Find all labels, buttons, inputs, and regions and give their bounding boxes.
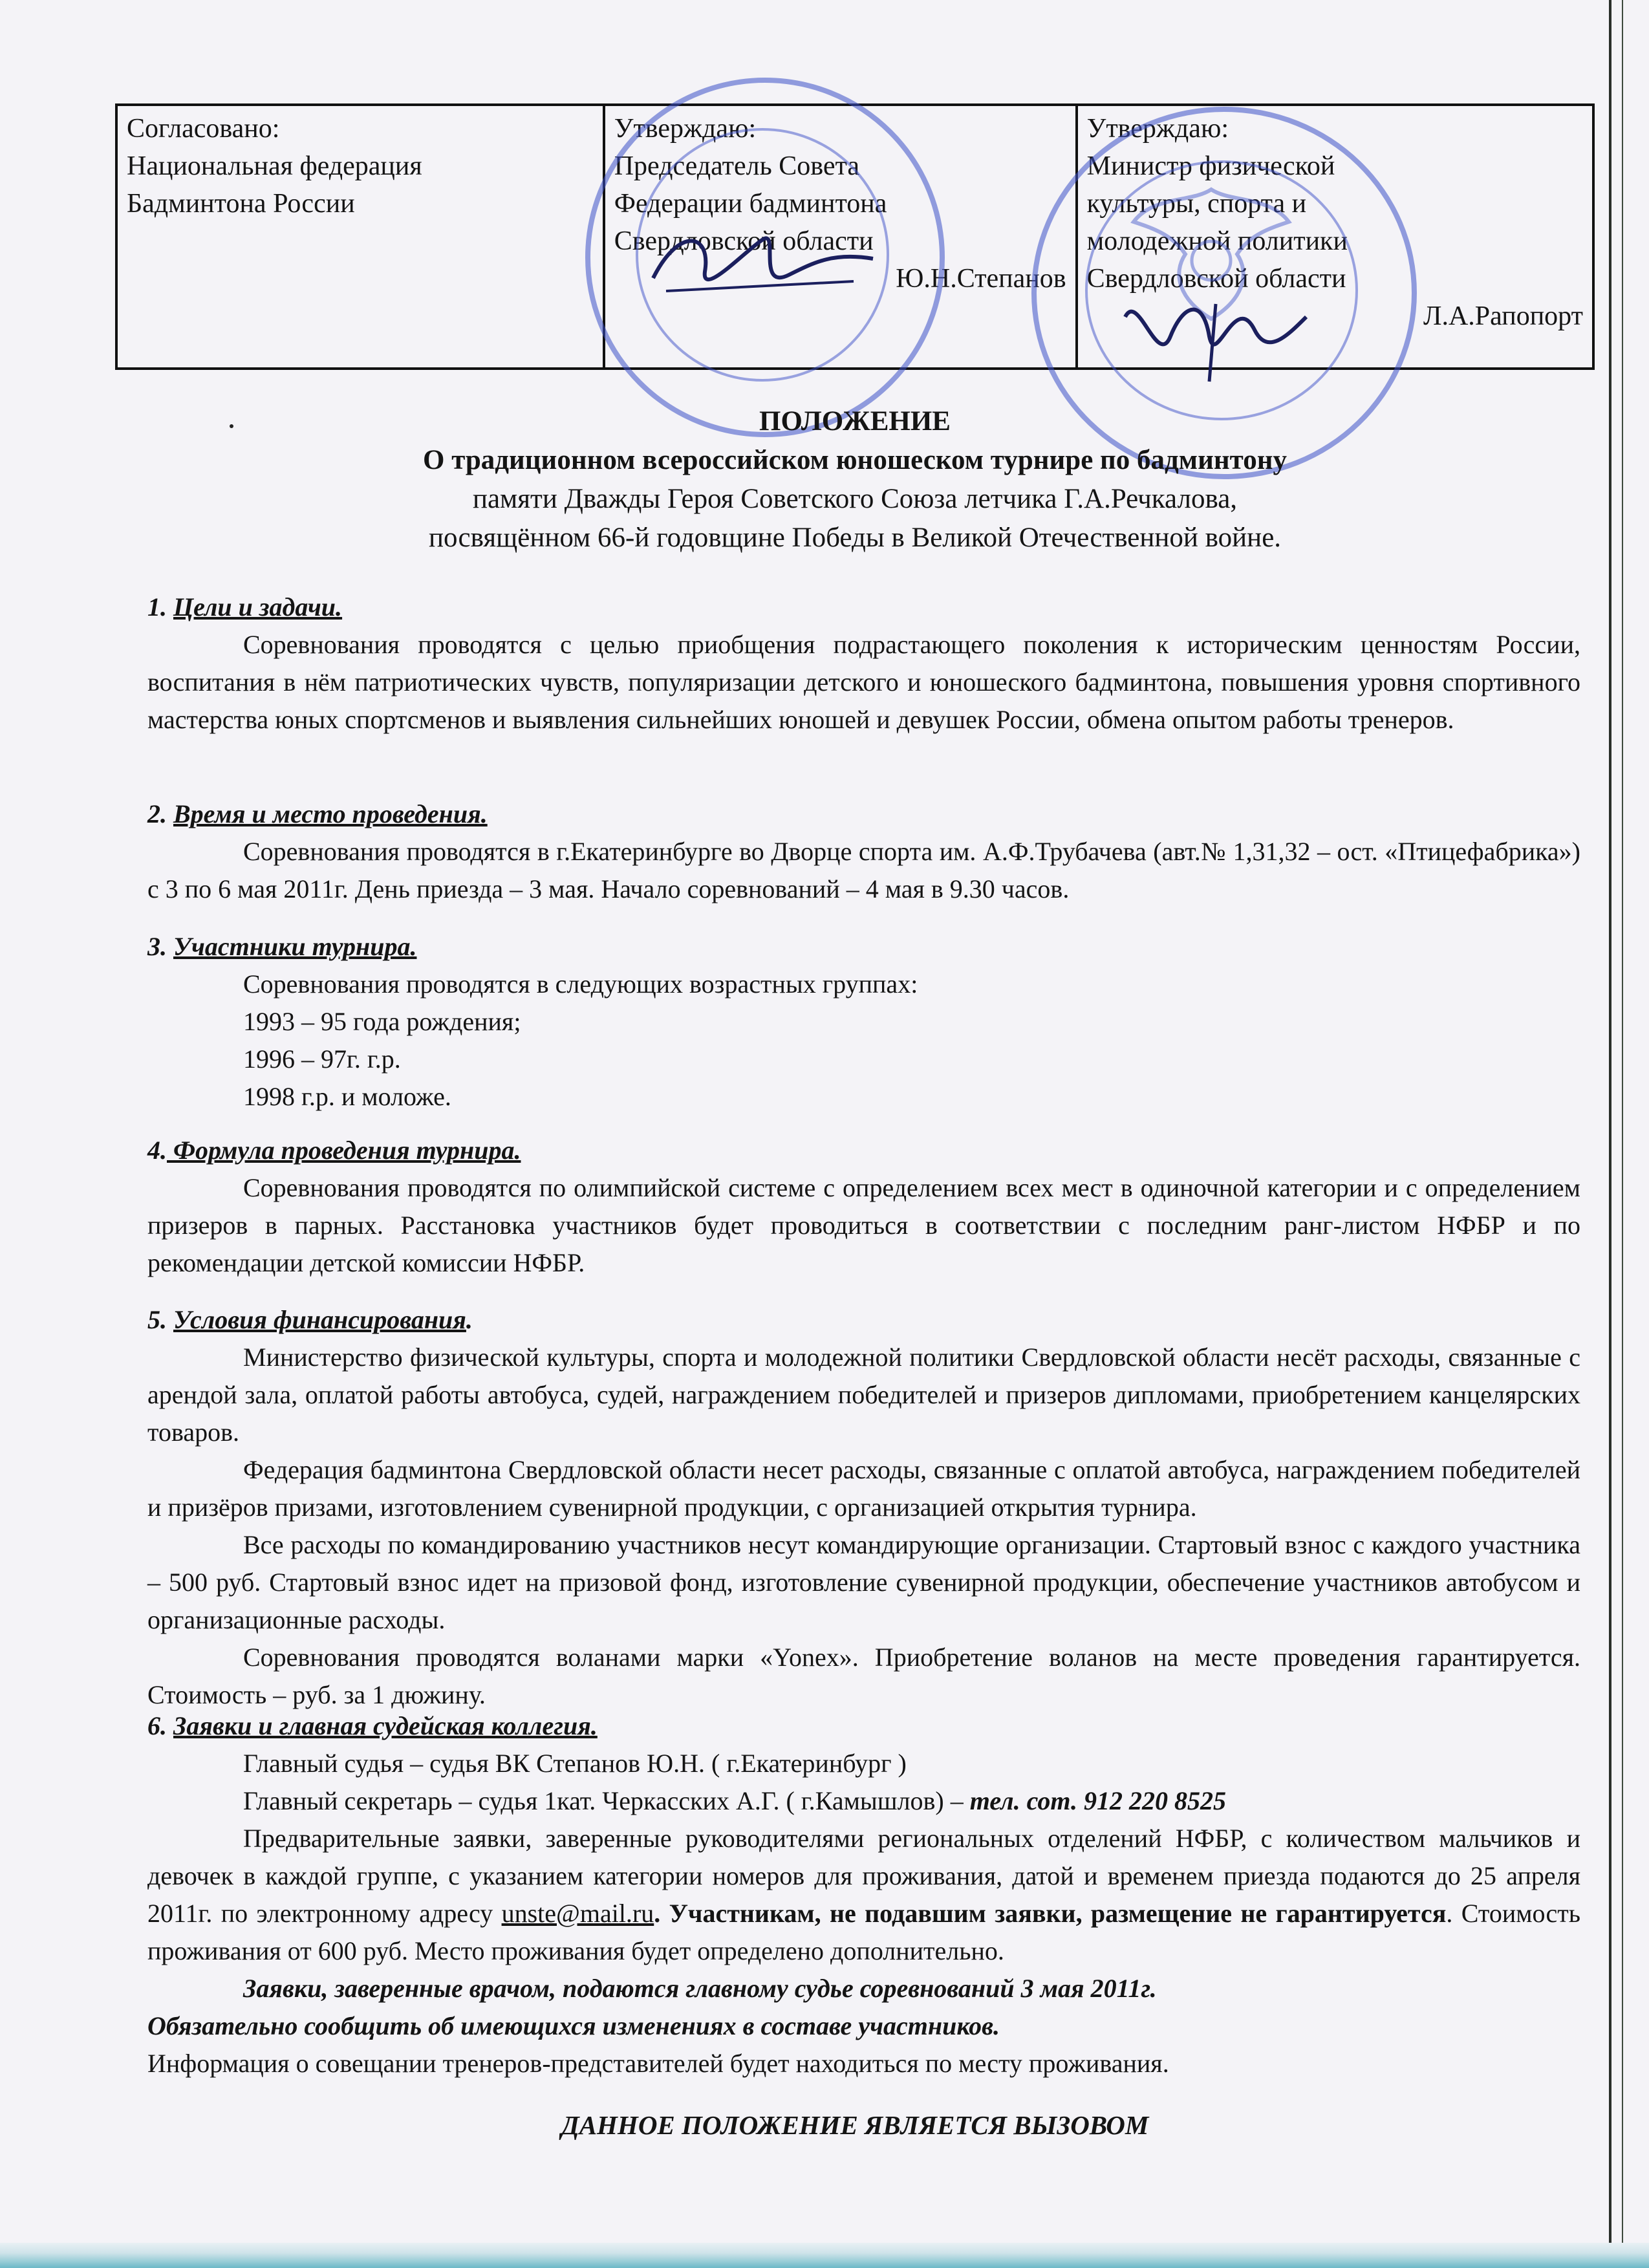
section-goals xyxy=(147,589,1580,739)
federation-position-line3: Свердловской области xyxy=(614,226,874,256)
meeting-info: Информация о совещании тренеров-представителей будет находиться по месту проживания. xyxy=(147,2049,1169,2078)
list-item: 1993 – 95 года рождения; xyxy=(243,1007,521,1036)
ministry-signatory-name: Л.А.Рапопорт xyxy=(1423,301,1583,331)
section-heading: 3. Участники турнира. xyxy=(147,932,417,961)
approval-cell-agreed xyxy=(116,105,604,369)
document-title: ПОЛОЖЕНИЕ xyxy=(759,406,951,437)
changes-note: Обязательно сообщить об имеющихся изменениях в составе участников. xyxy=(147,2011,1000,2040)
section-paragraph: Соревнования проводятся по олимпийской системе с определением всех мест в одиночной категории и с определением призеров в парных. Расстановка участников будет проводиться в соответствии с последним ранг-листом НФБР и по рекомендации детской комиссии НФБР. xyxy=(147,1173,1580,1277)
federation-position-line2: Федерации бадминтона xyxy=(614,189,887,219)
document-subtitle: О традиционном всероссийском юношеском турнире по бадминтону xyxy=(423,445,1287,475)
signature-rapoport-icon xyxy=(1112,278,1326,388)
section-heading: 1. Цели и задачи. xyxy=(147,592,343,621)
section-heading: 4. Формула проведения турнира. xyxy=(147,1136,521,1165)
chief-secretary-line: Главный секретарь – судья 1кат. Черкасских А.Г. ( г.Камышлов) – тел. сот. 912 220 8525 xyxy=(243,1786,1226,1815)
section-heading: 2. Время и место проведения. xyxy=(147,799,488,828)
section-time-place xyxy=(147,795,1580,908)
agreed-org-line1: Национальная федерация xyxy=(127,151,422,181)
document-dedication-line1: памяти Дважды Героя Советского Союза летчика Г.А.Речкалова, xyxy=(472,484,1238,514)
approve-label-ministry: Утверждаю: xyxy=(1086,114,1229,144)
agreed-label: Согласовано: xyxy=(127,114,280,144)
section-paragraph: Предварительные заявки, заверенные руководителями региональных отделений НФБР, с количеством мальчиков и девочек в каждой группе, с указанием категории номеров для проживания, датой и временем приезда подаются до 25 апреля 2011г. по электронному адресу unste@mail.ru. Участникам, не подавшим заявки, размещение не гарантируется. Стоимость проживания от 600 руб. Место проживания будет определено дополнительно. xyxy=(147,1824,1581,1965)
section-participants xyxy=(147,928,1580,1116)
section-paragraph: Все расходы по командированию участников несут командирующие организации. Стартовый взнос с каждого участника – 500 руб. Стартовый взнос идет на призовой фонд, изготовление сувенирной продукции, обеспечение участников автобусом и организационные расходы. xyxy=(147,1530,1580,1634)
ministry-position-line3: молодежной политики xyxy=(1086,226,1348,256)
federation-signatory-name: Ю.Н.Степанов xyxy=(896,264,1066,294)
chief-judge-line: Главный судья – судья ВК Степанов Ю.Н. ( г.Екатеринбург ) xyxy=(243,1749,907,1778)
document-title-block xyxy=(115,402,1595,557)
approve-label-federation: Утверждаю: xyxy=(614,114,757,144)
email-link[interactable]: unste@mail.ru xyxy=(501,1899,654,1928)
ministry-position-line4: Свердловской области xyxy=(1086,264,1346,294)
section-paragraph: Соревнования проводятся в г.Екатеринбурге во Дворце спорта им. А.Ф.Трубачева (авт.№ 1,31,32 – ост. «Птицефабрика») с 3 по 6 мая 2011г. День приезда – 3 мая. Начало соревнований – 4 мая в 9.30 часов. xyxy=(147,837,1580,903)
medical-applications-note: Заявки, заверенные врачом, подаются главному судье соревнований 3 мая 2011г. xyxy=(243,1974,1157,2003)
signature-stepanov-icon xyxy=(640,213,886,310)
phone-number: тел. сот. 912 220 8525 xyxy=(969,1786,1226,1815)
list-item: 1996 – 97г. г.р. xyxy=(243,1044,401,1074)
list-item: 1998 г.р. и моложе. xyxy=(243,1082,451,1111)
document-footer-notice: ДАННОЕ ПОЛОЖЕНИЕ ЯВЛЯЕТСЯ ВЫЗОВОМ xyxy=(561,2110,1149,2140)
section-applications xyxy=(147,1707,1580,2082)
scan-bottom-band xyxy=(0,2243,1649,2268)
ministry-position-line2: культуры, спорта и xyxy=(1086,189,1307,219)
section-paragraph: Соревнования проводятся воланами марки «Yonex». Приобретение воланов на месте проведения гарантируется. Стоимость – руб. за 1 дюжину. xyxy=(147,1643,1580,1709)
section-paragraph: Федерация бадминтона Свердловской области несет расходы, связанные с оплатой автобуса, награждением победителей и призёров призами, изготовлением сувенирной продукции, с организацией открытия турнира. xyxy=(147,1455,1580,1522)
list-intro: Соревнования проводятся в следующих возрастных группах: xyxy=(243,969,918,999)
document-dedication-line2: посвящённом 66-й годовщине Победы в Великой Отечественной войне. xyxy=(428,523,1282,553)
ministry-position-line1: Министр физической xyxy=(1086,151,1335,181)
agreed-org-line2: Бадминтона России xyxy=(127,189,355,219)
federation-position-line1: Председатель Совета xyxy=(614,151,860,181)
section-paragraph: Министерство физической культуры, спорта и молодежной политики Свердловской области несёт расходы, связанные с арендой зала, оплатой работы автобуса, судей, награждением победителей и призеров дипломами, приобретением канцелярских товаров. xyxy=(147,1343,1580,1447)
section-paragraph: Соревнования проводятся с целью приобщения подрастающего поколения к историческим ценностям России, воспитания в нём патриотических чувств, популяризации детского и юношеского бадминтона, повышения уровня спортивного мастерства юных спортсменов и выявления сильнейших юношей и девушек России, обмена опытом работы тренеров. xyxy=(147,630,1580,734)
scan-edge-line-secondary xyxy=(1622,0,1623,2268)
section-heading: 6. Заявки и главная судейская коллегия. xyxy=(147,1711,598,1740)
scan-edge-line xyxy=(1609,0,1611,2268)
section-format xyxy=(147,1132,1580,1282)
section-heading: 5. Условия финансирования. xyxy=(147,1305,473,1334)
section-financing xyxy=(147,1301,1580,1714)
